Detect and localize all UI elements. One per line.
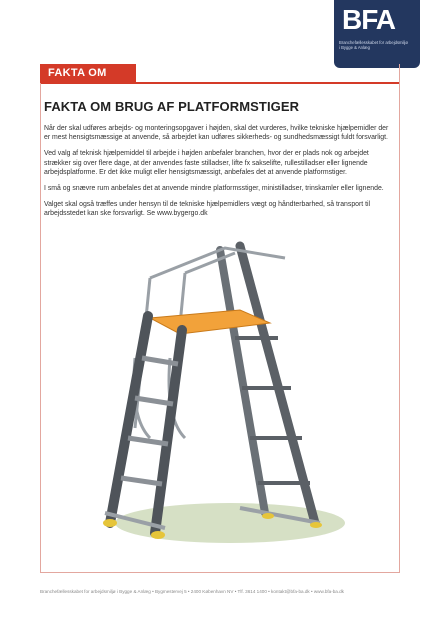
paragraph-1: Når der skal udføres arbejds- og monteringsopgaver i højden, skal det vurderes, hvilke tekniske hjælpemidler der er mest hensigtsmæssige at anvende, så arbejdet kan udføres sikkerheds- og sundhedsmæssigt fuldt forsvarligt.	[44, 125, 389, 142]
header-rule	[40, 82, 400, 84]
front-stile-left	[110, 316, 148, 523]
platform-deck	[150, 310, 270, 334]
footer-contact: Branchefællesskabet for arbejdsmiljø i Bygge & Anlæg • Bygmestervej 5 • 2400 København NV • Tlf. 3614 1400 • kontakt@bfa-ba.dk • www.bfa-ba.dk	[40, 589, 344, 594]
fakta-om-badge	[40, 64, 136, 82]
bfa-logo	[334, 0, 420, 68]
logo-text: BFA	[342, 4, 395, 35]
frame-left-border	[40, 83, 41, 573]
logo-subtitle-line-1: Branchefællesskabet for arbejdsmiljø	[339, 40, 408, 45]
frame-bottom-border	[40, 572, 400, 573]
logo-subtitle	[339, 40, 417, 50]
paragraph-2: Ved valg af teknisk hjælpemiddel til arbejde i højden anbefaler branchen, hvor der er plads nok og arbejdet strækker sig over flere dage, at der anvendes faste stilladser, lifte fx sakselifte, rullestilladser eller lignende arbejdsplatforme. Er det ikke muligt eller hensigtsmæssigt, anbefales det at anvende platformstiger.	[44, 150, 369, 176]
platform-ladder-illustration	[90, 238, 350, 548]
fakta-om-label: FAKTA OM	[48, 67, 107, 79]
frame-right-border	[399, 64, 400, 573]
logo-subtitle-line-2: i Bygge & Anlæg	[339, 45, 370, 50]
rear-leg-left	[220, 250, 265, 513]
body-text	[44, 124, 396, 226]
page-title: FAKTA OM BRUG AF PLATFORMSTIGER	[44, 99, 300, 114]
paragraph-3: I små og snævre rum anbefales det at anvende mindre platformsstiger, ministilladser, trinskamler eller lignende.	[44, 185, 384, 193]
paragraph-4: Valget skal også træffes under hensyn til de tekniske hjælpemidlers vægt og håndterbarhed, så transport til arbejdsstedet kan ske forsvarligt. Se www.bygergo.dk	[44, 201, 371, 218]
